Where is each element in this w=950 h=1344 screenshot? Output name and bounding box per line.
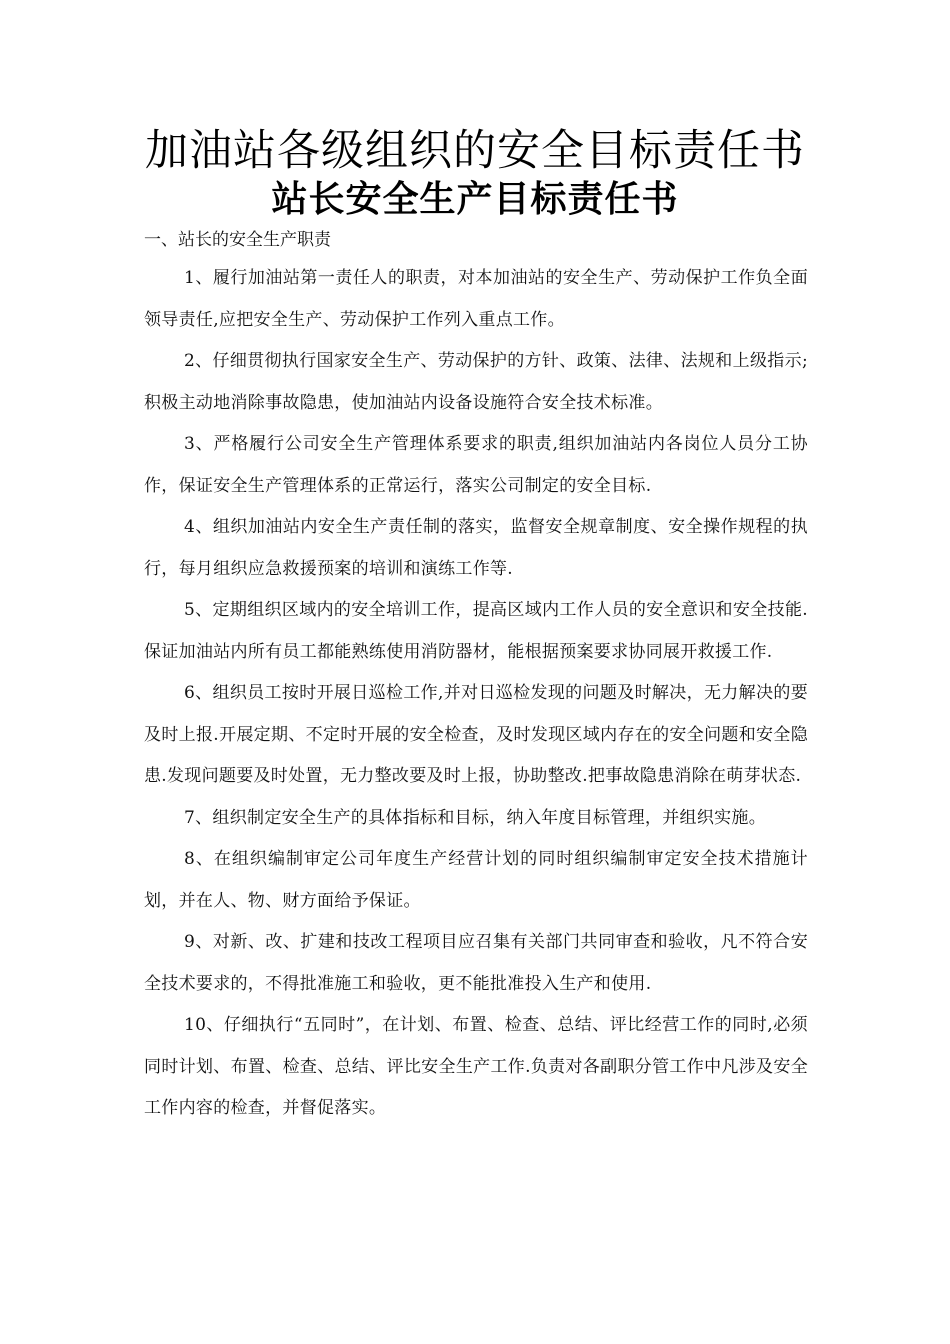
document-title: 加油站各级组织的安全目标责任书 [145, 126, 805, 176]
paragraph-7: 7、组织制定安全生产的具体指标和目标，纳入年度目标管理，并组织实施。 [184, 807, 767, 828]
paragraph-10: 10、仔细执行“五同时”，在计划、布置、检查、总结、评比经营工作的同时,必须同时计划、布置、检查、总结、评比安全生产工作.负责对各副职分管工作中凡涉及安全工作内容的检查，并督促落实。 [144, 1015, 808, 1118]
paragraph-4: 4、组织加油站内安全生产责任制的落实，监督安全规章制度、安全操作规程的执行，每月组织应急救援预案的培训和演练工作等. [144, 517, 808, 579]
paragraph-8: 8、在组织编制审定公司年度生产经营计划的同时组织编制审定安全技术措施计划，并在人、物、财方面给予保证。 [144, 849, 808, 911]
body-text [144, 258, 808, 1130]
paragraph-1: 1、履行加油站第一责任人的职责，对本加油站的安全生产、劳动保护工作负全面领导责任,应把安全生产、劳动保护工作列入重点工作。 [144, 268, 808, 330]
document-subtitle: 站长安全生产目标责任书 [271, 179, 679, 220]
paragraph-2: 2、仔细贯彻执行国家安全生产、劳动保护的方针、政策、法律、法规和上级指示;积极主动地消除事故隐患，使加油站内设备设施符合安全技术标准。 [144, 351, 808, 413]
section-heading: 一、站长的安全生产职责 [144, 230, 331, 250]
paragraph-3: 3、严格履行公司安全生产管理体系要求的职责,组织加油站内各岗位人员分工协作，保证安全生产管理体系的正常运行，落实公司制定的安全目标. [144, 434, 808, 496]
paragraph-6: 6、组织员工按时开展日巡检工作,并对日巡检发现的问题及时解决，无力解决的要及时上报.开展定期、不定时开展的安全检查，及时发现区域内存在的安全问题和安全隐患.发现问题要及时处置，无力整改要及时上报，协助整改.把事故隐患消除在萌芽状态. [144, 683, 808, 786]
paragraph-5: 5、定期组织区域内的安全培训工作，提高区域内工作人员的安全意识和安全技能. 保证加油站内所有员工都能熟练使用消防器材，能根据预案要求协同展开救援工作. [144, 600, 808, 662]
paragraph-9: 9、对新、改、扩建和技改工程项目应召集有关部门共同审查和验收，凡不符合安全技术要求的，不得批准施工和验收，更不能批准投入生产和使用. [144, 932, 808, 994]
